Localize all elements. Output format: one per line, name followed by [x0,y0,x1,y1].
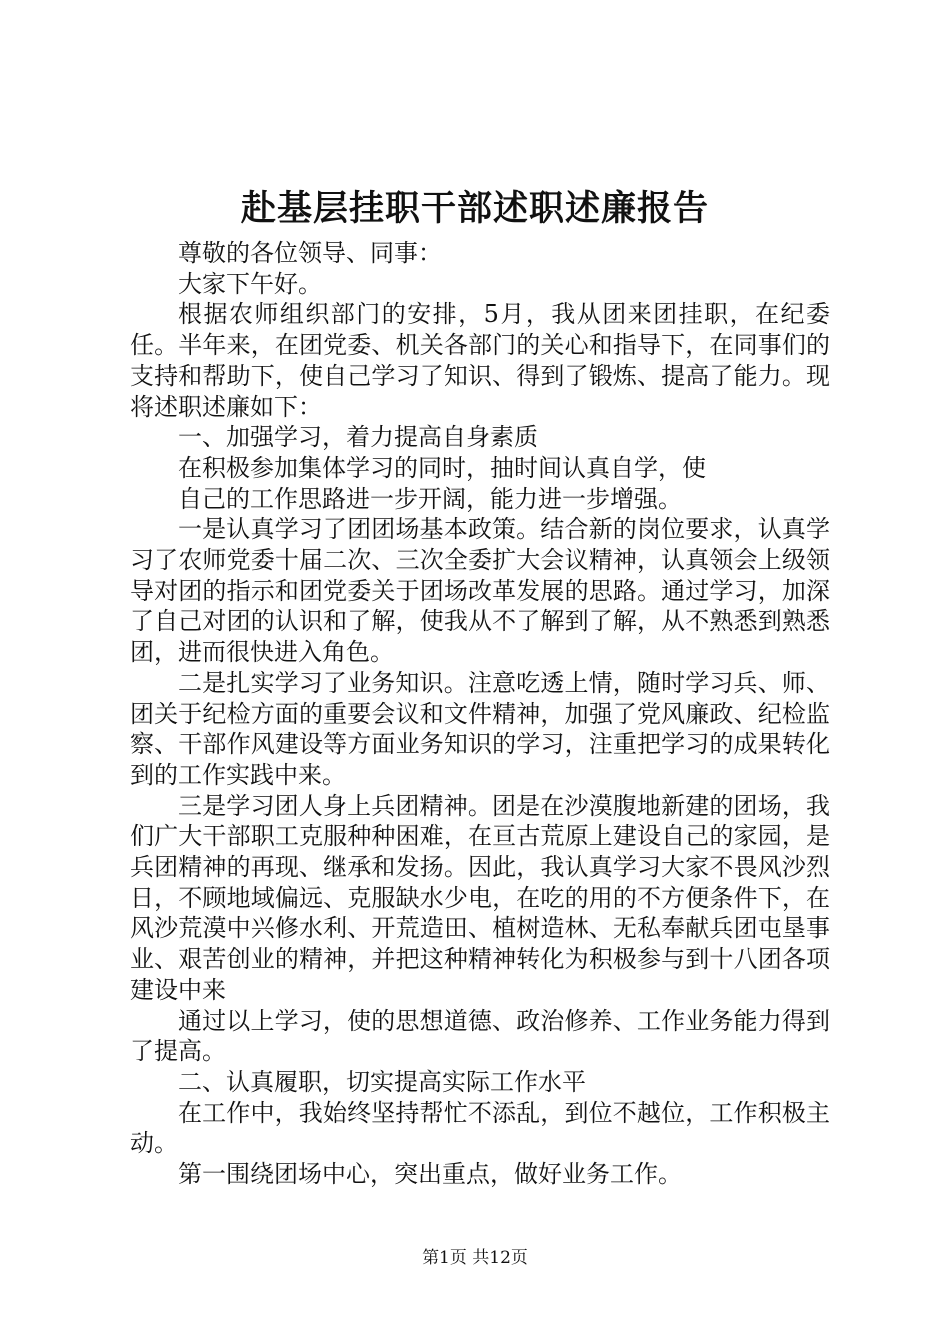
document-title: 赴基层挂职干部述职述廉报告 [240,188,709,229]
paragraph: 二是扎实学习了业务知识。注意吃透上情，随时学习兵、师、团关于纪检方面的重要会议和文件精神，加强了党风廉政、纪检监察、干部作风建设等方面业务知识的学习，注重把学习的成果转化到的工作实践中来。 [130,668,830,789]
paragraph: 第一围绕团场中心，突出重点，做好业务工作。 [178,1160,682,1189]
paragraph: 尊敬的各位领导、同事： [178,239,442,267]
document-body [130,238,830,1190]
paragraph: 二、认真履职，切实提高实际工作水平 [178,1067,586,1096]
paragraph: 根据农师组织部门的安排，5月，我从团来团挂职，在纪委任。半年来，在团党委、机关各部门的关心和指导下，在同事们的支持和帮助下，使自己学习了知识、得到了锻炼、提高了能力。现将述职述廉如下： [130,300,830,421]
paragraph: 通过以上学习，使的思想道德、政治修养、工作业务能力得到了提高。 [130,1006,830,1066]
page-footer: 第1页 共12页 [422,1248,528,1268]
paragraph: 大家下午好。 [178,269,322,298]
paragraph: 自己的工作思路进一步开阔，能力进一步增强。 [178,484,682,513]
paragraph: 在工作中，我始终坚持帮忙不添乱，到位不越位，工作积极主动。 [130,1098,830,1158]
paragraph: 一是认真学习了团团场基本政策。结合新的岗位要求，认真学习了农师党委十届二次、三次全委扩大会议精神，认真领会上级领导对团的指示和团党委关于团场改革发展的思路。通过学习，加深了自己对团的认识和了解，使我从不了解到了解，从不熟悉到熟悉团，进而很快进入角色。 [130,515,830,667]
paragraph: 在积极参加集体学习的同时，抽时间认真自学，使 [178,453,706,482]
paragraph: 三是学习团人身上兵团精神。团是在沙漠腹地新建的团场，我们广大干部职工克服种种困难，在亘古荒原上建设自己的家园，是兵团精神的再现、继承和发扬。因此，我认真学习大家不畏风沙烈日，不顾地域偏远、克服缺水少电，在吃的用的不方便条件下，在风沙荒漠中兴修水利、开荒造田、植树造林、无私奉献兵团屯垦事业、艰苦创业的精神，并把这种精神转化为积极参与到十八团各项建设中来 [130,791,830,1004]
paragraph: 一、加强学习，着力提高自身素质 [178,423,538,452]
